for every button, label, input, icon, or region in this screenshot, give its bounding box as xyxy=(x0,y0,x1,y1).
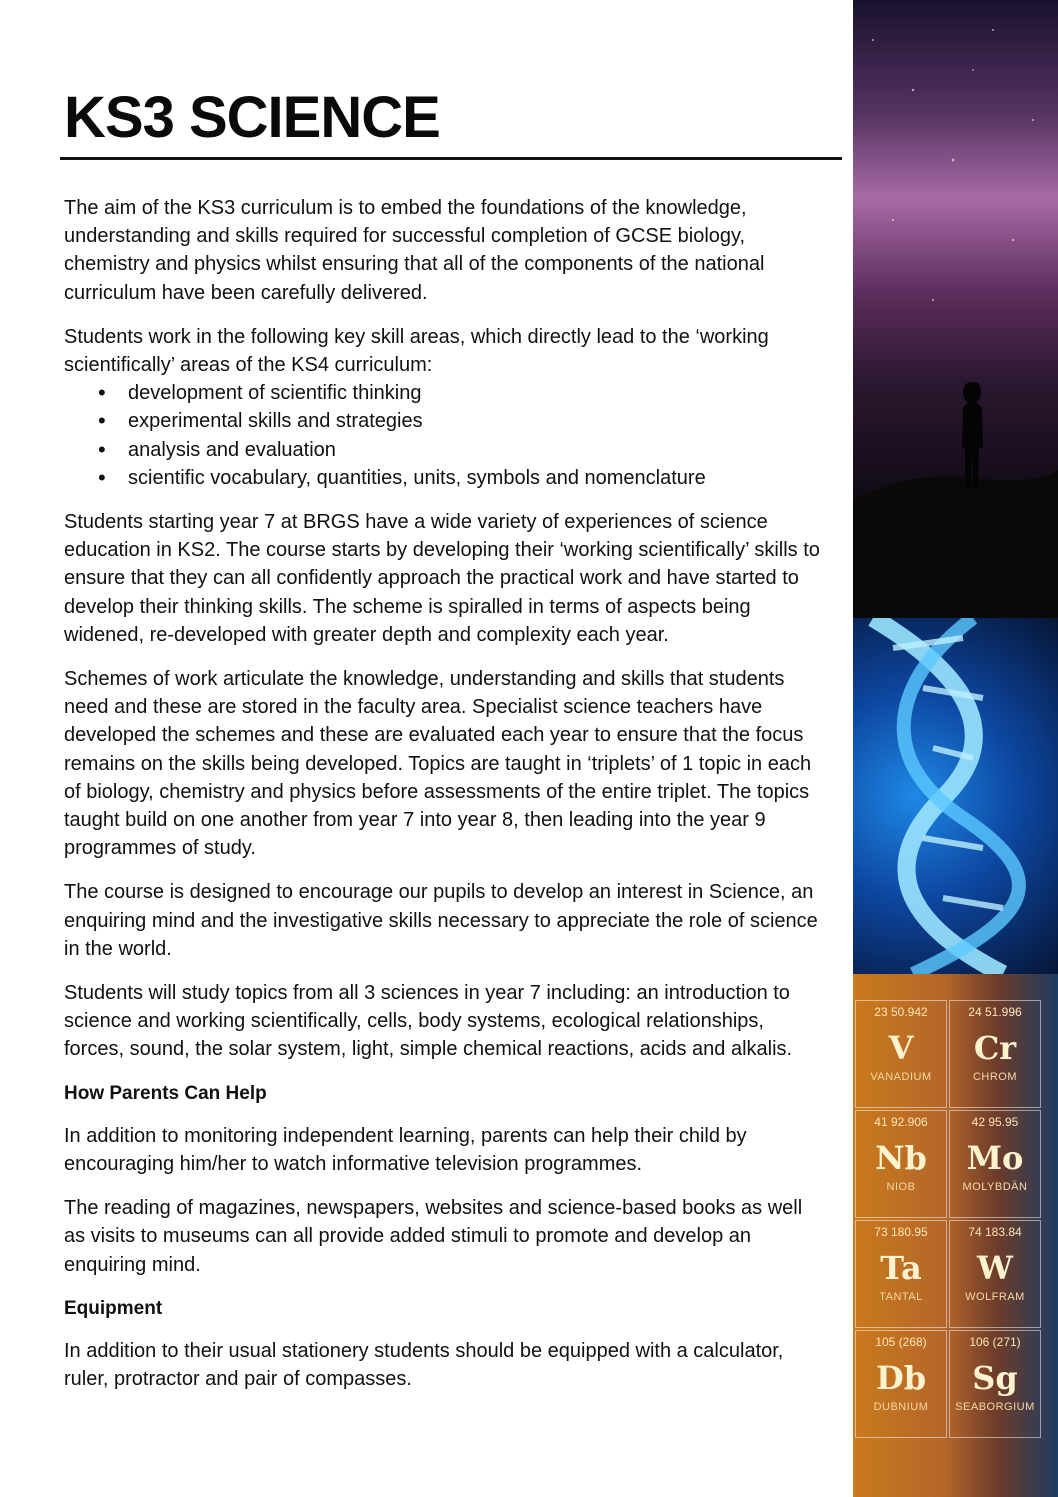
stargazer-silhouette-icon xyxy=(853,0,1058,618)
schemes-paragraph: Schemes of work articulate the knowledge, understanding and skills that students need and these are stored in the faculty area. Specialist science teachers have developed the schemes and these are evaluated each year to ensure that the focus remains on the skills being developed. Topics are taught in ‘triplets’ of 1 topic in each of biology, chemistry and physics before assessments of the entire triplet. The topics taught build on one another from year 7 into year 8, then leading into the year 9 programmes of study. xyxy=(64,668,812,860)
element-cell: 106 (271) Sg SEABORGIUM xyxy=(949,1330,1041,1438)
parents-paragraph-2: The reading of magazines, newspapers, websites and science-based books as well as visits to museums can all provide added stimuli to promote and develop an enquiring mind. xyxy=(64,1197,803,1276)
title-divider xyxy=(60,157,842,160)
course-paragraph: The course is designed to encourage our pupils to develop an interest in Science, an enquiring mind and the investigative skills necessary to appreciate the role of science in the world. xyxy=(64,881,818,960)
element-cell: 24 51.996 Cr CHROM xyxy=(949,1000,1041,1108)
year7-paragraph: Students starting year 7 at BRGS have a wide variety of experiences of science education in KS2. The course starts by developing their ‘working scientifically’ skills to ensure that they can all confidently approach the practical work and have started to develop their thinking skills. The scheme is spiralled in terms of aspects being widened, re-developed with greater depth and complexity each year. xyxy=(64,511,820,646)
equipment-heading: Equipment xyxy=(64,1297,163,1319)
element-cell: 42 95.95 Mo MOLYBDÄN xyxy=(949,1110,1041,1218)
element-cell: 74 183.84 W WOLFRAM xyxy=(949,1220,1041,1328)
list-item: • analysis and evaluation xyxy=(128,436,824,464)
list-item: • experimental skills and strategies xyxy=(128,407,824,435)
parents-paragraph-1: In addition to monitoring independent learning, parents can help their child by encouraging him/her to watch informative television programmes. xyxy=(64,1124,747,1175)
element-cell: 23 50.942 V VANADIUM xyxy=(855,1000,947,1108)
page-title: KS3 SCIENCE xyxy=(64,85,440,150)
skills-intro-paragraph: Students work in the following key skill areas, which directly lead to the ‘working scientifically’ areas of the KS4 curriculum: xyxy=(64,325,769,377)
dna-helix-image xyxy=(853,618,1058,974)
decorative-image-strip xyxy=(853,0,1058,1497)
element-cell: 41 92.906 Nb NIOB xyxy=(855,1110,947,1218)
skills-list xyxy=(64,379,824,492)
topics-paragraph: Students will study topics from all 3 sciences in year 7 including: an introduction to science and working scientifically, cells, body systems, ecological relationships, forces, sound, the solar system, light, simple chemical reactions, acids and alkalis. xyxy=(64,982,793,1061)
equipment-paragraph: In addition to their usual stationery students should be equipped with a calculator, ruler, protractor and pair of compasses. xyxy=(64,1339,784,1390)
list-item: • development of scientific thinking xyxy=(128,379,824,407)
parents-heading: How Parents Can Help xyxy=(64,1082,267,1104)
night-sky-image xyxy=(853,0,1058,618)
list-item: • scientific vocabulary, quantities, units, symbols and nomenclature xyxy=(128,464,824,492)
periodic-table-image xyxy=(853,974,1058,1497)
body-text xyxy=(64,194,824,1409)
element-cell: 73 180.95 Ta TANTAL xyxy=(855,1220,947,1328)
element-cell: 105 (268) Db DUBNIUM xyxy=(855,1330,947,1438)
intro-paragraph: The aim of the KS3 curriculum is to embed the foundations of the knowledge, understanding and skills required for successful completion of GCSE biology, chemistry and physics whilst ensuring that all of the components of the national curriculum have been carefully delivered. xyxy=(64,197,765,304)
dna-helix-icon xyxy=(853,618,1058,974)
